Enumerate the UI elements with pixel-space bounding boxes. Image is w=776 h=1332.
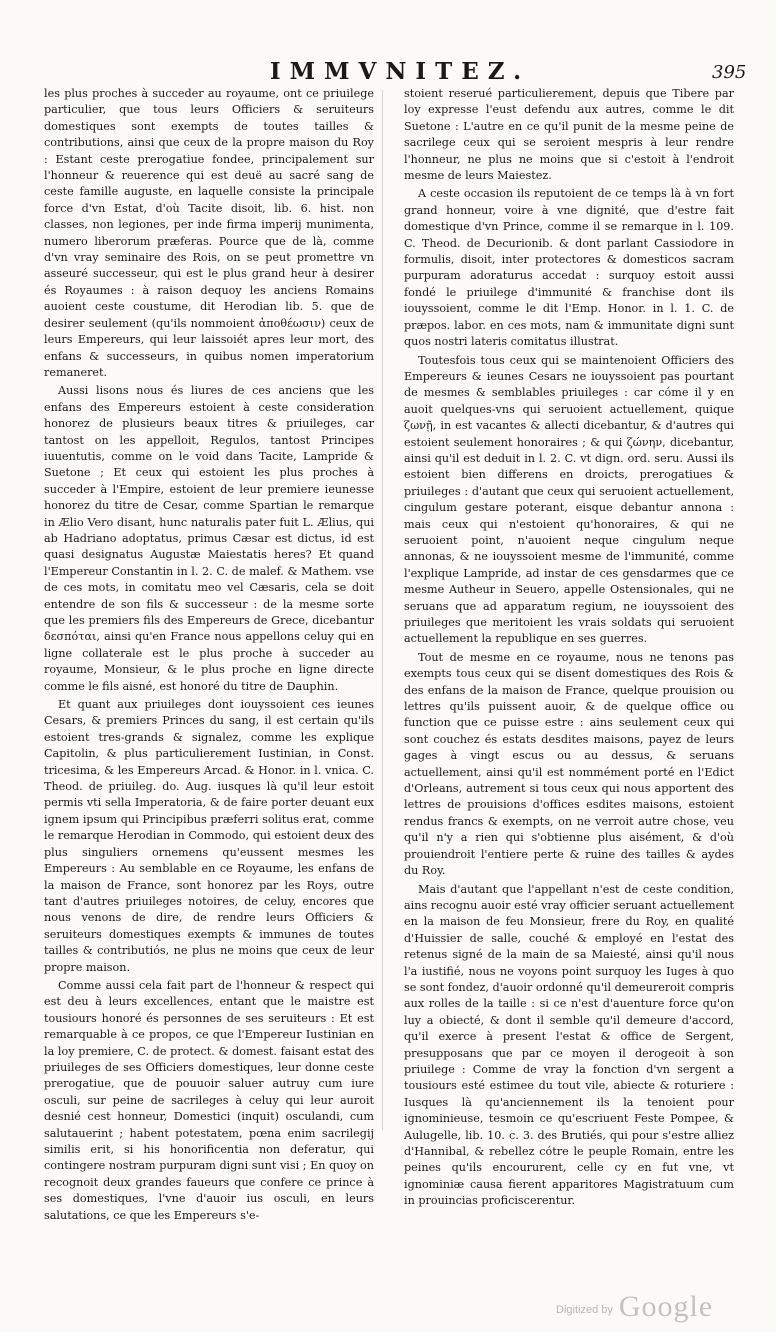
digitized-watermark <box>556 1288 713 1324</box>
paragraph: A ceste occasion ils reputoient de ce temps là à vn fort grand honneur, voire à vne dignité, que d'estre fait domestique d'vn Prince, comme il se remarque in l. 109. C. Theod. de Decurionib. & dont parlant Cassiodore in formulis, disoit, inter protectores & domesticos sacram purpuram adoraturus accedat : surquoy estoit aussi fondé le priuilege d'immunité & franchise dont ils iouyssoient, comme le dit l'Emp. Honor. in l. 1. C. de præpos. labor. en ces mots, nam & immunitate digni sunt quos nostri lateris comitatus illustrat. <box>404 187 734 349</box>
paragraph: Tout de mesme en ce royaume, nous ne tenons pas exempts tous ceux qui se disent domestiques des Rois & des enfans de la maison de France, quelque prouision ou lettres qu'ils puissent auoir, & de quelque office ou function que ce puisse estre : ains seulement ceux qui sont couchez és estats desdites maisons, payez de leurs gages à vingt escus ou au dessus, & seruans actuellement, ainsi qu'il est nommément porté en l'Edict d'Orleans, autrement si tous ceux qui nous apportent des lettres de prouisions d'offices esdites maisons, estoient rendus francs & exempts, on ne verroit autre chose, veu qu'il n'y a rien qui s'obtienne plus aisément, & d'où prouiendroit l'entiere perte & ruine des tailles & aydes du Roy. <box>404 650 734 878</box>
page-number: 395 <box>712 62 747 83</box>
right-column <box>404 86 734 1210</box>
paragraph: Comme aussi cela fait part de l'honneur & respect qui est deu à leurs excellences, entant que le maistre est tousiours honoré és personnes de ses seruiteurs : Et est remarquable à ce propos, ce que l'Empereur Iustinian en la loy premiere, C. de protect. & domest. faisant estat des priuileges de ses Officiers domestiques, leur donne ceste prerogatiue, que de pouuoir saluer autruy cum iure osculi, sur peine de sacrileges à celuy qui leur auroit desnié cest honneur, Domestici (inquit) osculandi, cum salutauerint ; habent potestatem, pœna enim sacrilegij similis erit, si his honorificentia non deferatur, qui contingere nostram purpuram digni sunt visi ; En quoy on recognoit deux grandes faueurs que confere ce prince à ses domestiques, l'vne d'auoir ius osculi, en leurs salutations, ce que les Empereurs s'e- <box>44 978 374 1222</box>
paragraph: les plus proches à succeder au royaume, ont ce priuilege particulier, que tous leurs Officiers & seruiteurs domestiques sont exempts de toutes tailles & contributions, ainsi que ceux de la propre maison du Roy : Estant ceste prerogatiue fondee, principalement sur l'honneur & reuerence qui est deuë au sacré sang de ceste famille auguste, en laquelle consiste la principale force d'vn Estat, d'où Tacite disoit, lib. 6. hist. non classes, non legiones, per inde firma imperij munimenta, numero liberorum præferas. Pource que de là, comme d'vn vray seminaire des Rois, on se peut promettre vn asseuré successeur, qui est le plus grand heur à desirer és Royaumes : à raison dequoy les anciens Romains auoient ceste coustume, dit Herodian lib. 5. que de desirer seulement (qu'ils nommoient ἀποθέωσιν) ceux de leurs Empereurs, qui leur laissoiét apres leur mort, des enfans & successeurs, in quibus nomen imperatorium remaneret. <box>44 87 374 379</box>
google-logo: Google <box>618 1290 714 1323</box>
column-gutter <box>382 90 383 1130</box>
running-title: IMMVNITEZ. <box>269 58 531 85</box>
watermark-prefix: Digitized by <box>556 1304 613 1316</box>
paragraph: Mais d'autant que l'appellant n'est de ceste condition, ains recognu auoir esté vray officier seruant actuellement en la maison de feu Monsieur, frere du Roy, en qualité d'Huissier de salle, couché & employé en l'estat des retenus signé de la main de sa Maiesté, ainsi qu'il nous l'a iustifié, nous ne voyons point surquoy les Iuges à quo se sont fondez, d'auoir ordonné qu'il demeureroit compris aux rolles de la taille : si ce n'est d'auenture force qu'on luy a obiecté, & dont il semble qu'il demeure d'accord, qu'il exerce à present l'estat & office de Sergent, presupposans que par ce moyen il derogeoit à son priuilege : Comme de vray la fonction d'vn sergent a tousiours esté estimee du tout vile, abiecte & roturiere : Iusques là qu'anciennement ils la tenoient pour ignominieuse, tesmoin ce qu'escriuent Feste Pompee, & Aulugelle, lib. 10. c. 3. des Brutiés, qui pour s'estre alliez d'Hannibal, & rebellez cótre le peuple Romain, entre les peines qu'ils encoururent, celle cy en fut vne, vt ignominiæ causa fierent apparitores Magistratuum cum in prouincias proficiscerentur. <box>404 882 734 1208</box>
paragraph: Aussi lisons nous és liures de ces anciens que les enfans des Empereurs estoient à ceste consideration honorez de plusieurs beaux titres & priuileges, car tantost on les appelloit, Regulos, tantost Principes iuuentutis, comme on le void dans Tacite, Lampride & Suetone ; Et ceux qui estoient les plus proches à succeder à l'Empire, estoient de leur premiere ieunesse honorez du titre de Cesar, comme Spartian le remarque in Ælio Vero disant, hunc naturalis pater fuit L. Ælius, qui ab Hadriano adoptatus, primus Cæsar est dictus, id est quasi designatus Augustæ Maiestatis heres? Et quand l'Empereur Constantin in l. 2. C. de malef. & Mathem. vse de ces mots, in comitatu meo vel Cæsaris, cela se doit entendre de son fils & successeur : de la mesme sorte que les premiers fils des Empereurs de Grece, dicebantur δεσπόται, ainsi qu'en France nous appellons celuy qui en ligne collaterale est le plus proche à succeder au royaume, Monsieur, & le plus proche en ligne directe comme le fils aisné, est honoré du titre de Dauphin. <box>44 384 374 693</box>
paragraph: Toutesfois tous ceux qui se maintenoient Officiers des Empereurs & ieunes Cesars ne iouyssoient pas pourtant de mesmes & semblables priuileges : car cóme il y en auoit quelques-vns qui seruoient actuellement, quique ζωνῇ, in est vacantes & allecti dicebantur, & d'autres qui estoient seulement honoraires ; & qui ζώνην, dicebantur, ainsi qu'il est deduit in l. 2. C. vt dign. ord. seru. Aussi ils estoient bien differens en droicts, prerogatiues & priuileges : d'autant que ceux qui seruoient actuellement, cingulum gestare poterant, eisque debantur annona : mais ceux qui n'estoient qu'honoraires, & qui ne seruoient point, n'auoient neque cingulum neque annonas, & ne iouyssoient mesme de l'immunité, comme l'explique Lampride, ad instar de ces gensdarmes que ce mesme Autheur in Seuero, appelle Ostensionales, qui ne seruans que ad apparatum regium, ne iouyssoient des priuileges que meritoient les vrais soldats qui seruoient actuellement la republique en ses guerres. <box>404 353 734 646</box>
left-column <box>44 86 374 1224</box>
paragraph: stoient reserué particulierement, depuis que Tibere par loy expresse l'eust defendu aux autres, comme le dit Suetone : L'autre en ce qu'il punit de la mesme peine de sacrilege ceux qui se seroient mespris à leur rendre l'honneur, ne plus ne moins que si c'estoit à l'endroit mesme de leurs Maiestez. <box>404 87 734 183</box>
paragraph: Et quant aux priuileges dont iouyssoient ces ieunes Cesars, & premiers Princes du sang, il est certain qu'ils estoient tres-grands & signalez, comme les explique Capitolin, & plus particulierement Iustinian, in Const. tricesima, & les Empereurs Arcad. & Honor. in l. vnica. C. Theod. de priuileg. do. Aug. iusques là qu'il leur estoit permis vti sella Imperatoria, & de faire porter deuant eux ignem ipsum qui Principibus præferri solitus erat, comme le remarque Herodian in Commodo, qui estoient deux des plus singuliers ornemens qu'eussent mesmes les Empereurs : Au semblable en ce Royaume, les enfans de la maison de France, sont honorez par les Roys, outre tant d'autres priuileges notoires, de celuy, encores que nous venons de dire, de rendre leurs Officiers & seruiteurs domestiques exempts & immunes de toutes tailles & contributiós, ne plus ne moins que ceux de leur propre maison. <box>44 698 374 974</box>
